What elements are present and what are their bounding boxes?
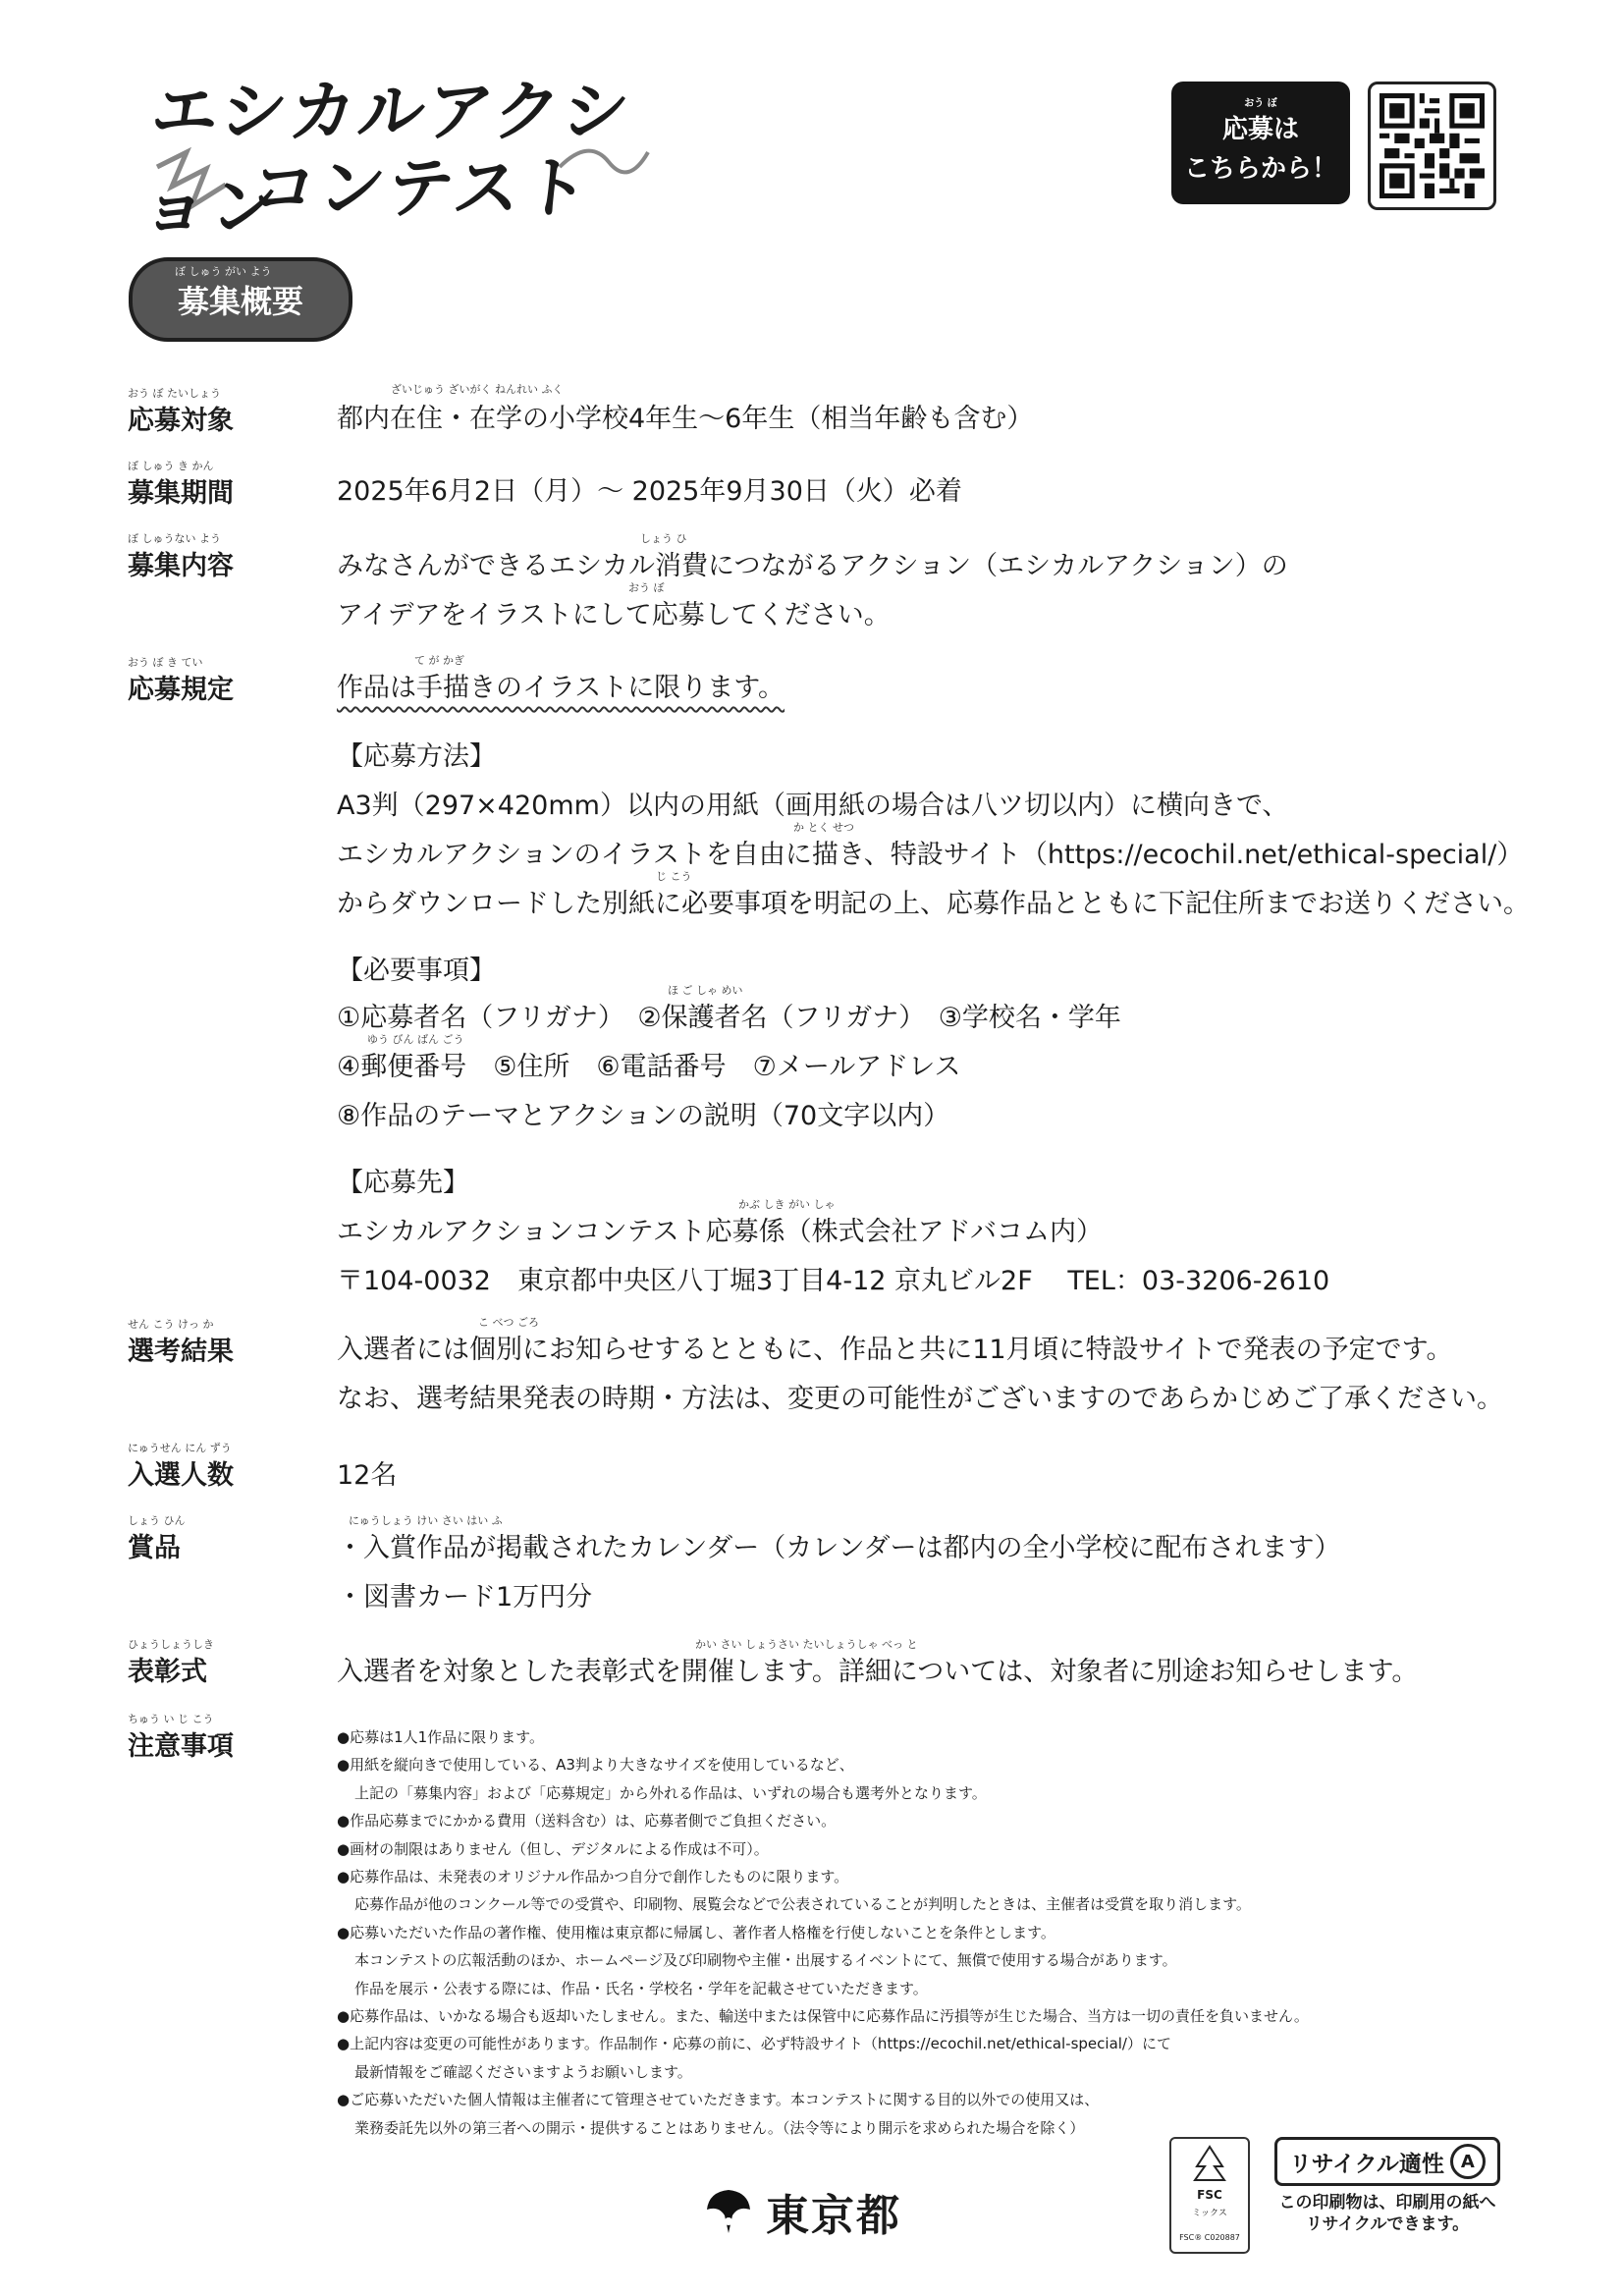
note-item: ●画材の制限はありません（但し、デジタルによる作成は不可）。: [337, 1839, 769, 1858]
recycle-label: リサイクル適性: [1289, 2151, 1444, 2177]
note-item: ●用紙を縦向きで使用している、A3判より大きなサイズを使用しているなど、: [337, 1756, 854, 1775]
fsc-label: FSC: [1197, 2188, 1222, 2202]
content-label: 募集内容: [128, 551, 234, 581]
content-ruby2: おう ぼ: [628, 581, 665, 594]
note-item: 本コンテストの広報活動のほか、ホームページ及び印刷物や主催・出展するイベントにて、無償で使用する場合があります。: [354, 1951, 1177, 1970]
content-ruby1: しょう ひ: [640, 532, 687, 545]
period-label: 募集期間: [128, 478, 234, 509]
period-text: 2025年6月2日（月）〜 2025年9月30日（火）必着: [337, 476, 962, 507]
logo-line2: コンテスト: [245, 150, 595, 228]
fsc-mark: [1169, 2137, 1250, 2254]
method-line1: A3判（297×420mm）以内の用紙（画用紙の場合は八ツ切以内）に横向きで、: [337, 791, 1289, 821]
note-item: 業務委託先以外の第三者への開示・提供することはありません。（法令等により開示を求められた場合を除く）: [354, 2118, 1085, 2137]
method-line2: エシカルアクションのイラストを自由に描き、特設サイト（https://ecochil.net/ethical-special/）: [337, 840, 1524, 870]
org-name: 東京都: [766, 2191, 901, 2241]
prize-label: 賞品: [128, 1533, 181, 1563]
result-label: 選考結果: [128, 1337, 234, 1367]
note-item: ●作品応募までにかかる費用（送料含む）は、応募者側でご負担ください。: [337, 1812, 837, 1831]
method-ruby3: じ こう: [656, 870, 692, 883]
note-item: 最新情報をご確認くださいますようお願いします。: [354, 2062, 692, 2081]
tokyo-emblem-icon: [705, 2186, 752, 2237]
content-label-ruby: ぼ しゅうない よう: [128, 532, 221, 545]
qr-code-icon: [1380, 93, 1485, 198]
contest-logo: [137, 59, 658, 246]
dest-line2: 〒104-0032 東京都中央区八丁堀3丁目4-12 京丸ビル2F TEL：03-3206-2610: [337, 1266, 1330, 1296]
note-item: ●応募は1人1作品に限ります。: [337, 1728, 544, 1746]
dest-line1: エシカルアクションコンテスト応募係（株式会社アドバコム内）: [337, 1217, 1104, 1247]
required-line1: ①応募者名（フリガナ） ②保護者名（フリガナ） ③学校名・学年: [337, 1003, 1121, 1033]
required-ruby1: ほ ご しゃ めい: [668, 984, 743, 997]
rules-main-ruby: て が かぎ: [414, 654, 464, 667]
ceremony-label-ruby: ひょうしょうしき: [128, 1638, 214, 1651]
note-item: ●上記内容は変更の可能性があります。作品制作・応募の前に、必ず特設サイト（https://ecochil.net/ethical-special/）にて: [337, 2035, 1171, 2053]
target-text-ruby: ざいじゅう ざいがく ねんれい ふく: [391, 383, 564, 396]
note-item: 上記の「募集内容」および「応募規定」から外れる作品は、いずれの場合も選考外となります。: [354, 1783, 987, 1802]
ceremony-label: 表彰式: [128, 1657, 207, 1687]
apply-line2: こちらから！: [1183, 153, 1337, 184]
required-line2: ④郵便番号 ⑤住所 ⑥電話番号 ⑦メールアドレス: [337, 1052, 961, 1082]
winners-text: 12名: [337, 1460, 398, 1491]
required-ruby2: ゆう びん ばん ごう: [367, 1033, 464, 1046]
rules-main: 作品は手描きのイラストに限ります。: [337, 673, 785, 703]
apply-line1: 応募は: [1221, 114, 1299, 144]
notes-list: [337, 1723, 1319, 2142]
notes-label-ruby: ちゅう い じ こう: [128, 1713, 214, 1725]
content-line2: アイデアをイラストにして応募してください。: [337, 600, 891, 630]
result-line2: なお、選考結果発表の時期・方法は、変更の可能性がございますのであらかじめご了承ください。: [337, 1384, 1503, 1414]
qr-code[interactable]: [1368, 82, 1496, 210]
apply-ruby: おう ぼ: [1244, 97, 1277, 109]
rules-label: 応募規定: [128, 675, 234, 705]
result-label-ruby: せん こう けっ か: [128, 1318, 214, 1331]
method-title: 【応募方法】: [337, 741, 496, 772]
notes-label: 注意事項: [128, 1731, 234, 1762]
target-label: 応募対象: [128, 406, 234, 436]
note-item: 応募作品が他のコンクール等での受賞や、印刷物、展覧会などで公表されていることが判明したときは、主催者は受賞を取り消します。: [354, 1895, 1251, 1914]
dest-ruby: かぶ しき がい しゃ: [738, 1198, 836, 1211]
fsc-mix: ミックス: [1192, 2209, 1227, 2218]
result-ruby1: こ べつ ごろ: [478, 1316, 539, 1329]
recycle-grade-mark: A: [1450, 2144, 1486, 2179]
recycle-caption2: リサイクルできます。: [1305, 2214, 1470, 2234]
recycle-caption1: この印刷物は、印刷用の紙へ: [1278, 2193, 1496, 2213]
required-title: 【必要事項】: [337, 956, 496, 986]
winners-label: 入選人数: [128, 1460, 234, 1491]
badge-label: 募集概要: [177, 283, 303, 320]
apply-here-box[interactable]: [1171, 82, 1350, 204]
prize-ruby1: にゅうしょう けい さい はい ふ: [349, 1514, 503, 1527]
prize-line2: ・図書カード1万円分: [337, 1582, 593, 1613]
badge-ruby: ぼ しゅう がい よう: [175, 265, 272, 278]
result-line1: 入選者には個別にお知らせするとともに、作品と共に11月頃に特設サイトで発表の予定です。: [337, 1335, 1453, 1365]
ceremony-ruby1: かい さい しょうさい たいしょうしゃ べっ と: [695, 1638, 918, 1651]
period-label-ruby: ぼ しゅう き かん: [128, 460, 214, 472]
prize-label-ruby: しょう ひん: [128, 1514, 186, 1527]
winners-label-ruby: にゅうせん にん ずう: [128, 1442, 232, 1454]
logo-line1: エシカルアクション: [137, 74, 635, 246]
fsc-tree-icon: [1171, 2139, 1248, 2188]
note-item: ●応募いただいた作品の著作権、使用権は東京都に帰属し、著作者人格権を行使しないことを条件とします。: [337, 1923, 1055, 1941]
rules-label-ruby: おう ぼ き てい: [128, 656, 203, 669]
method-line3: からダウンロードした別紙に必要事項を明記の上、応募作品とともに下記住所までお送りください。: [337, 889, 1530, 919]
dest-title: 【応募先】: [337, 1168, 469, 1198]
method-ruby2: か とく せつ: [793, 821, 854, 834]
ceremony-line1: 入選者を対象とした表彰式を開催します。詳細については、対象者に別途お知らせします。: [337, 1657, 1419, 1687]
fsc-code: FSC® C020887: [1179, 2233, 1240, 2242]
note-item: ●応募作品は、いかなる場合も返却いたしません。また、輸送中または保管中に応募作品に汚損等が生じた場合、当方は一切の責任を負いません。: [337, 2007, 1309, 2026]
tokyo-logo: [705, 2180, 901, 2243]
note-item: ●応募作品は、未発表のオリジナル作品かつ自分で創作したものに限ります。: [337, 1868, 849, 1886]
note-item: 作品を展示・公表する際には、作品・氏名・学校名・学年を記載させていただきます。: [354, 1979, 928, 1997]
target-label-ruby: おう ぼ たいしょう: [128, 387, 221, 400]
prize-line1: ・入賞作品が掲載されたカレンダー（カレンダーは都内の全小学校に配布されます）: [337, 1533, 1341, 1563]
target-text: 都内在住・在学の小学校4年生〜6年生（相当年齢も含む）: [337, 404, 1034, 434]
recycle-mark: [1274, 2137, 1500, 2235]
content-line1: みなさんができるエシカル消費につながるアクション（エシカルアクション）の: [337, 551, 1288, 581]
note-item: ●ご応募いただいた個人情報は主催者にて管理させていただきます。本コンテストに関する目的以外での使用又は、: [337, 2091, 1100, 2109]
required-line3: ⑧作品のテーマとアクションの説明（70文字以内）: [337, 1101, 950, 1131]
recycle-box: [1274, 2137, 1500, 2186]
